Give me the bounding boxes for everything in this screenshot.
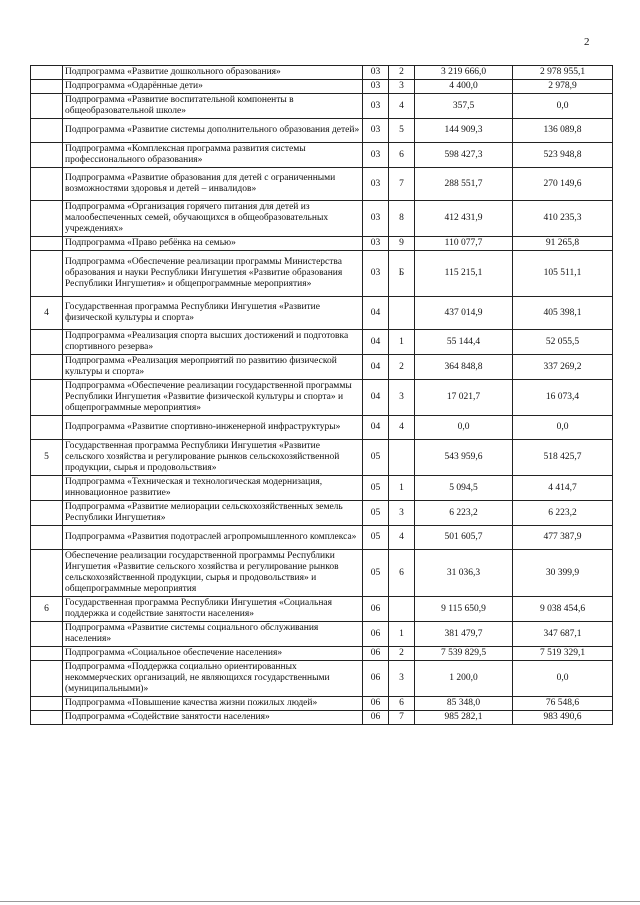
row-number-cell <box>31 201 63 237</box>
executed-amount-cell: 983 490,6 <box>513 711 613 725</box>
program-code-cell: 06 <box>363 711 389 725</box>
planned-amount-cell: 6 223,2 <box>415 501 513 526</box>
program-name-cell: Подпрограмма «Развитие образования для детей с ограниченными возможностями здоровья и детей – инвалидов» <box>63 168 363 201</box>
planned-amount-cell: 985 282,1 <box>415 711 513 725</box>
program-name-cell: Подпрограмма «Развитие дошкольного образования» <box>63 66 363 80</box>
program-name-cell: Подпрограмма «Содействие занятости населения» <box>63 711 363 725</box>
program-code-cell: 03 <box>363 94 389 119</box>
program-name-cell: Подпрограмма «Техническая и технологическая модернизация, инновационное развитие» <box>63 476 363 501</box>
program-code-cell: 05 <box>363 501 389 526</box>
table-row <box>31 80 613 94</box>
program-code-cell: 03 <box>363 168 389 201</box>
program-code-cell: 04 <box>363 416 389 440</box>
table-row <box>31 416 613 440</box>
program-name-cell: Государственная программа Республики Ингушетия «Развитие сельского хозяйства и регулирование рынков сельскохозяйственной продукции, сырья и продовольствия» <box>63 440 363 476</box>
table-row <box>31 550 613 597</box>
executed-amount-cell: 7 519 329,1 <box>513 647 613 661</box>
program-name-cell: Подпрограмма «Реализация спорта высших достижений и подготовка спортивного резерва» <box>63 330 363 355</box>
planned-amount-cell: 501 605,7 <box>415 526 513 550</box>
row-number-cell <box>31 251 63 297</box>
program-code-cell: 03 <box>363 237 389 251</box>
executed-amount-cell: 76 548,6 <box>513 697 613 711</box>
executed-amount-cell: 52 055,5 <box>513 330 613 355</box>
subprogram-code-cell: 3 <box>389 661 415 697</box>
program-name-cell: Подпрограмма «Комплексная программа развития системы профессионального образования» <box>63 143 363 168</box>
table-row <box>31 168 613 201</box>
planned-amount-cell: 115 215,1 <box>415 251 513 297</box>
subprogram-code-cell: 5 <box>389 119 415 143</box>
program-code-cell: 05 <box>363 526 389 550</box>
table-row <box>31 119 613 143</box>
table-row <box>31 355 613 380</box>
executed-amount-cell: 0,0 <box>513 416 613 440</box>
subprogram-code-cell: 3 <box>389 80 415 94</box>
executed-amount-cell: 0,0 <box>513 661 613 697</box>
program-name-cell: Государственная программа Республики Ингушетия «Социальная поддержка и содействие занятости населения» <box>63 597 363 622</box>
program-name-cell: Обеспечение реализации государственной программы Республики Ингушетия «Развитие сельского хозяйства и регулирование рынков сельскохозяйственной продукции, сырья и продовольствия» и общепрограммные мероприятия <box>63 550 363 597</box>
program-code-cell: 03 <box>363 66 389 80</box>
planned-amount-cell: 0,0 <box>415 416 513 440</box>
planned-amount-cell: 543 959,6 <box>415 440 513 476</box>
table-row <box>31 143 613 168</box>
executed-amount-cell: 0,0 <box>513 94 613 119</box>
planned-amount-cell: 4 400,0 <box>415 80 513 94</box>
table-row <box>31 597 613 622</box>
table-row <box>31 251 613 297</box>
executed-amount-cell: 270 149,6 <box>513 168 613 201</box>
executed-amount-cell: 105 511,1 <box>513 251 613 297</box>
program-name-cell: Подпрограмма «Одарённые дети» <box>63 80 363 94</box>
subprogram-code-cell: 2 <box>389 355 415 380</box>
table-row <box>31 622 613 647</box>
executed-amount-cell: 6 223,2 <box>513 501 613 526</box>
row-number-cell <box>31 697 63 711</box>
planned-amount-cell: 55 144,4 <box>415 330 513 355</box>
subprogram-code-cell: 1 <box>389 476 415 501</box>
row-number-cell: 6 <box>31 597 63 622</box>
row-number-cell <box>31 66 63 80</box>
program-code-cell: 05 <box>363 550 389 597</box>
row-number-cell <box>31 550 63 597</box>
subprogram-code-cell: 4 <box>389 94 415 119</box>
program-code-cell: 04 <box>363 355 389 380</box>
program-code-cell: 03 <box>363 80 389 94</box>
program-name-cell: Подпрограмма «Обеспечение реализации государственной программы Республики Ингушетия «Развитие физической культуры и спорта» и общепрограммные мероприятия» <box>63 380 363 416</box>
subprogram-code-cell: 2 <box>389 647 415 661</box>
program-code-cell: 06 <box>363 661 389 697</box>
program-code-cell: 06 <box>363 622 389 647</box>
program-code-cell: 03 <box>363 251 389 297</box>
planned-amount-cell: 110 077,7 <box>415 237 513 251</box>
planned-amount-cell: 364 848,8 <box>415 355 513 380</box>
planned-amount-cell: 31 036,3 <box>415 550 513 597</box>
planned-amount-cell: 7 539 829,5 <box>415 647 513 661</box>
planned-amount-cell: 1 200,0 <box>415 661 513 697</box>
program-code-cell: 05 <box>363 476 389 501</box>
subprogram-code-cell: 7 <box>389 711 415 725</box>
table-row <box>31 476 613 501</box>
program-name-cell: Подпрограмма «Развитие воспитательной компоненты в общеобразовательной школе» <box>63 94 363 119</box>
row-number-cell <box>31 330 63 355</box>
row-number-cell <box>31 119 63 143</box>
subprogram-code-cell: 1 <box>389 622 415 647</box>
subprogram-code-cell: 4 <box>389 416 415 440</box>
table-row <box>31 661 613 697</box>
row-number-cell <box>31 661 63 697</box>
table-row <box>31 237 613 251</box>
table-row <box>31 711 613 725</box>
program-name-cell: Подпрограмма «Поддержка социально ориентированных некоммерческих организаций, не являющихся государственными (муниципальными)» <box>63 661 363 697</box>
row-number-cell <box>31 476 63 501</box>
table-row <box>31 697 613 711</box>
executed-amount-cell: 518 425,7 <box>513 440 613 476</box>
table-row <box>31 440 613 476</box>
program-name-cell: Подпрограмма «Развития подотраслей агропромышленного комплекса» <box>63 526 363 550</box>
executed-amount-cell: 4 414,7 <box>513 476 613 501</box>
table-row <box>31 66 613 80</box>
planned-amount-cell: 381 479,7 <box>415 622 513 647</box>
row-number-cell: 5 <box>31 440 63 476</box>
executed-amount-cell: 2 978 955,1 <box>513 66 613 80</box>
table-row <box>31 501 613 526</box>
subprogram-code-cell: 6 <box>389 143 415 168</box>
executed-amount-cell: 30 399,9 <box>513 550 613 597</box>
row-number-cell <box>31 416 63 440</box>
subprogram-code-cell: 6 <box>389 550 415 597</box>
subprogram-code-cell: 6 <box>389 697 415 711</box>
subprogram-code-cell: Б <box>389 251 415 297</box>
executed-amount-cell: 9 038 454,6 <box>513 597 613 622</box>
row-number-cell <box>31 622 63 647</box>
program-name-cell: Подпрограмма «Развитие системы социального обслуживания населения» <box>63 622 363 647</box>
program-name-cell: Подпрограмма «Повышение качества жизни пожилых людей» <box>63 697 363 711</box>
program-code-cell: 06 <box>363 647 389 661</box>
program-code-cell: 03 <box>363 143 389 168</box>
program-code-cell: 04 <box>363 380 389 416</box>
row-number-cell <box>31 237 63 251</box>
scan-artifact-line <box>0 901 640 902</box>
subprogram-code-cell <box>389 297 415 330</box>
planned-amount-cell: 412 431,9 <box>415 201 513 237</box>
planned-amount-cell: 288 551,7 <box>415 168 513 201</box>
row-number-cell <box>31 94 63 119</box>
budget-table <box>30 65 613 725</box>
executed-amount-cell: 136 089,8 <box>513 119 613 143</box>
row-number-cell <box>31 647 63 661</box>
subprogram-code-cell: 3 <box>389 501 415 526</box>
executed-amount-cell: 347 687,1 <box>513 622 613 647</box>
program-name-cell: Подпрограмма «Право ребёнка на семью» <box>63 237 363 251</box>
executed-amount-cell: 405 398,1 <box>513 297 613 330</box>
planned-amount-cell: 85 348,0 <box>415 697 513 711</box>
row-number-cell <box>31 526 63 550</box>
executed-amount-cell: 2 978,9 <box>513 80 613 94</box>
planned-amount-cell: 144 909,3 <box>415 119 513 143</box>
program-code-cell: 03 <box>363 201 389 237</box>
program-name-cell: Государственная программа Республики Ингушетия «Развитие физической культуры и спорта» <box>63 297 363 330</box>
executed-amount-cell: 337 269,2 <box>513 355 613 380</box>
row-number-cell <box>31 80 63 94</box>
subprogram-code-cell <box>389 597 415 622</box>
row-number-cell <box>31 380 63 416</box>
table-row <box>31 647 613 661</box>
planned-amount-cell: 17 021,7 <box>415 380 513 416</box>
table-row <box>31 297 613 330</box>
row-number-cell <box>31 143 63 168</box>
program-name-cell: Подпрограмма «Развитие мелиорации сельскохозяйственных земель Республики Ингушетия» <box>63 501 363 526</box>
table-row <box>31 380 613 416</box>
row-number-cell <box>31 168 63 201</box>
planned-amount-cell: 598 427,3 <box>415 143 513 168</box>
executed-amount-cell: 91 265,8 <box>513 237 613 251</box>
program-name-cell: Подпрограмма «Развитие системы дополнительного образования детей» <box>63 119 363 143</box>
program-code-cell: 04 <box>363 297 389 330</box>
program-code-cell: 05 <box>363 440 389 476</box>
executed-amount-cell: 523 948,8 <box>513 143 613 168</box>
program-name-cell: Подпрограмма «Обеспечение реализации программы Министерства образования и науки Республики Ингушетия «Развитие образования Республики Ингушетия» и общепрограммные мероприятия» <box>63 251 363 297</box>
subprogram-code-cell: 4 <box>389 526 415 550</box>
program-code-cell: 03 <box>363 119 389 143</box>
subprogram-code-cell: 9 <box>389 237 415 251</box>
table-row <box>31 94 613 119</box>
row-number-cell <box>31 501 63 526</box>
subprogram-code-cell: 3 <box>389 380 415 416</box>
subprogram-code-cell: 7 <box>389 168 415 201</box>
program-name-cell: Подпрограмма «Развитие спортивно-инженерной инфраструктуры» <box>63 416 363 440</box>
program-name-cell: Подпрограмма «Организация горячего питания для детей из малообеспеченных семей, обучающихся в общеобразовательных учреждениях» <box>63 201 363 237</box>
program-name-cell: Подпрограмма «Социальное обеспечение населения» <box>63 647 363 661</box>
planned-amount-cell: 5 094,5 <box>415 476 513 501</box>
row-number-cell <box>31 355 63 380</box>
table-row <box>31 330 613 355</box>
executed-amount-cell: 410 235,3 <box>513 201 613 237</box>
row-number-cell <box>31 711 63 725</box>
program-code-cell: 06 <box>363 597 389 622</box>
executed-amount-cell: 16 073,4 <box>513 380 613 416</box>
executed-amount-cell: 477 387,9 <box>513 526 613 550</box>
subprogram-code-cell: 2 <box>389 66 415 80</box>
program-name-cell: Подпрограмма «Реализация мероприятий по развитию физической культуры и спорта» <box>63 355 363 380</box>
row-number-cell: 4 <box>31 297 63 330</box>
subprogram-code-cell: 1 <box>389 330 415 355</box>
table-row <box>31 201 613 237</box>
program-code-cell: 04 <box>363 330 389 355</box>
planned-amount-cell: 9 115 650,9 <box>415 597 513 622</box>
planned-amount-cell: 357,5 <box>415 94 513 119</box>
program-code-cell: 06 <box>363 697 389 711</box>
planned-amount-cell: 437 014,9 <box>415 297 513 330</box>
table-row <box>31 526 613 550</box>
subprogram-code-cell: 8 <box>389 201 415 237</box>
page-number: 2 <box>584 36 590 48</box>
subprogram-code-cell <box>389 440 415 476</box>
planned-amount-cell: 3 219 666,0 <box>415 66 513 80</box>
